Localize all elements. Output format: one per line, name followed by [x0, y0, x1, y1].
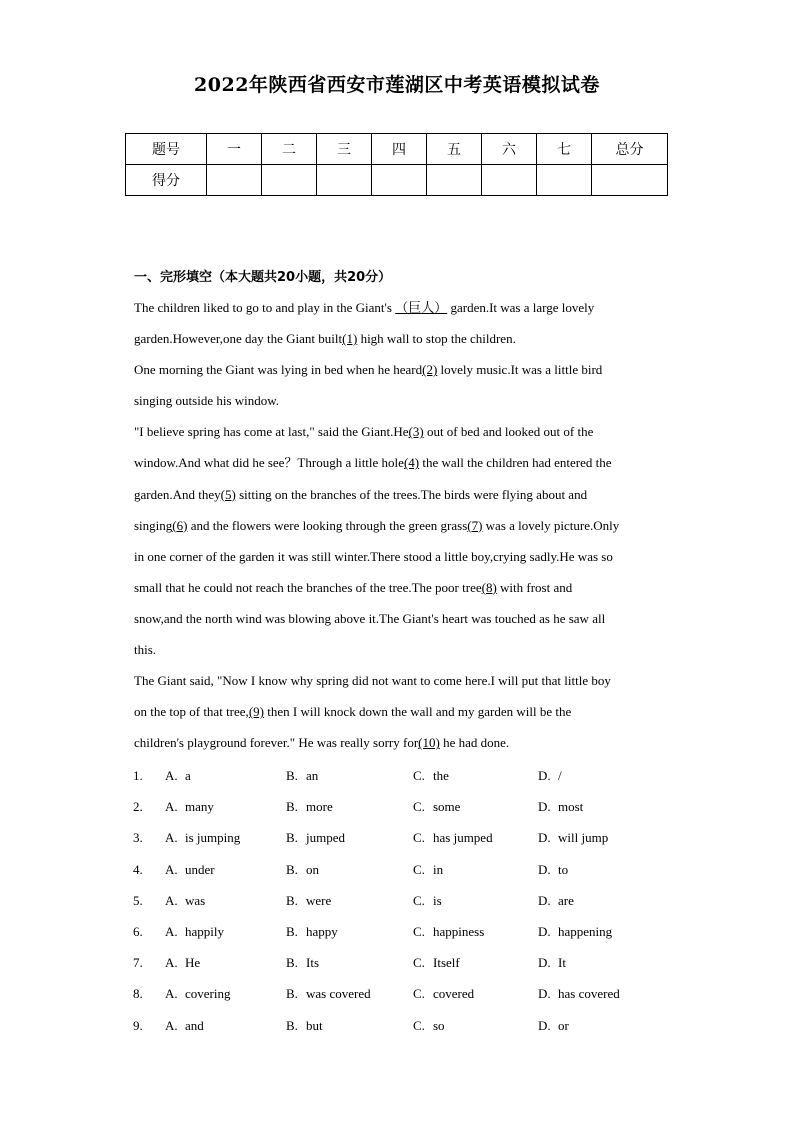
- option-d[interactable]: [538, 1010, 569, 1041]
- score-header-cell: 四: [372, 134, 427, 165]
- option-b[interactable]: [286, 791, 333, 822]
- option-letter: B.: [286, 892, 298, 908]
- option-a[interactable]: [165, 822, 240, 853]
- option-letter: B.: [286, 986, 298, 1002]
- score-entry-cell: [317, 165, 372, 196]
- passage-text: garden.It was a large lovely: [447, 300, 595, 315]
- option-text: covered: [433, 986, 475, 1002]
- question-number: 3.: [133, 830, 143, 846]
- option-c[interactable]: [413, 916, 484, 947]
- option-letter: A.: [165, 986, 178, 1002]
- option-letter: A.: [165, 799, 178, 815]
- question-number: 5.: [133, 892, 143, 908]
- option-letter: B.: [286, 923, 298, 939]
- option-text: has covered: [558, 986, 620, 1002]
- question-number: 4.: [133, 861, 143, 877]
- option-letter: C.: [413, 955, 425, 971]
- question-row: [133, 885, 693, 916]
- option-c[interactable]: [413, 947, 460, 978]
- option-a[interactable]: [165, 1010, 204, 1041]
- score-header-cell: 二: [262, 134, 317, 165]
- question-row: [133, 760, 693, 791]
- question-number: 1.: [133, 768, 143, 783]
- option-c[interactable]: [413, 760, 449, 791]
- option-text: has jumped: [433, 830, 493, 846]
- option-text: to: [558, 861, 569, 877]
- option-letter: B.: [286, 861, 298, 877]
- section-heading: 一、完形填空（本大题共20小题，共20分）: [134, 270, 392, 285]
- score-entry-cell: [427, 165, 482, 196]
- option-text: Its: [306, 955, 319, 971]
- option-b[interactable]: [286, 1010, 323, 1041]
- blank-marker: (10): [418, 735, 440, 751]
- option-text: so: [433, 1017, 445, 1033]
- option-letter: A.: [165, 768, 178, 783]
- option-letter: D.: [538, 892, 551, 908]
- question-number: 2.: [133, 799, 143, 815]
- score-header-cell: 一: [207, 134, 262, 165]
- option-b[interactable]: [286, 916, 338, 947]
- score-header-cell: 总分: [592, 134, 668, 165]
- option-text: most: [558, 799, 584, 815]
- passage-text: lovely music.It was a little bird: [437, 362, 603, 378]
- option-b[interactable]: [286, 854, 319, 885]
- question-row: [133, 978, 693, 1009]
- blank-marker: (8): [481, 579, 497, 595]
- option-c[interactable]: [413, 822, 493, 853]
- blank-marker: (3): [408, 424, 424, 440]
- option-text: on: [306, 861, 319, 877]
- option-a[interactable]: [165, 854, 215, 885]
- passage-text: he had done.: [439, 735, 510, 751]
- option-b[interactable]: [286, 760, 318, 791]
- passage-line: [134, 447, 664, 478]
- option-letter: C.: [413, 986, 425, 1002]
- option-letter: D.: [538, 1017, 551, 1033]
- blank-marker: (5): [220, 486, 236, 502]
- passage-annotation: （巨人）: [395, 300, 448, 315]
- question-row: [133, 1010, 693, 1041]
- answer-options: [133, 760, 693, 1041]
- score-table-header-row: [126, 134, 668, 165]
- passage-line: [134, 479, 664, 510]
- passage-text: singing: [134, 517, 173, 533]
- option-b[interactable]: [286, 822, 345, 853]
- option-letter: C.: [413, 923, 425, 939]
- option-d[interactable]: [538, 885, 574, 916]
- score-header-cell: 六: [482, 134, 537, 165]
- passage-text: and the flowers were looking through the green grass: [187, 517, 468, 533]
- score-header-cell: 七: [537, 134, 592, 165]
- option-letter: D.: [538, 799, 551, 815]
- passage-line: this.: [134, 642, 157, 658]
- passage-line: [134, 354, 664, 385]
- option-letter: C.: [413, 861, 425, 877]
- blank-marker: (6): [172, 517, 188, 533]
- passage-text: One morning the Giant was lying in bed when he heard: [134, 362, 423, 378]
- option-letter: D.: [538, 830, 551, 846]
- question-row: [133, 916, 693, 947]
- passage-line: [134, 292, 664, 323]
- option-c[interactable]: [413, 885, 442, 916]
- option-d[interactable]: [538, 978, 620, 1009]
- option-letter: D.: [538, 861, 551, 877]
- option-d[interactable]: [538, 854, 568, 885]
- option-text: or: [558, 1017, 569, 1033]
- passage-text: garden.And they: [134, 486, 221, 502]
- passage-text: sitting on the branches of the trees.The birds were flying about and: [235, 486, 588, 502]
- option-text: in: [433, 861, 444, 877]
- option-text: It: [558, 955, 566, 971]
- option-a[interactable]: [165, 947, 200, 978]
- option-text: and: [185, 1017, 204, 1033]
- option-text: some: [433, 799, 461, 815]
- passage-text: garden.However,one day the Giant built: [134, 331, 343, 347]
- passage-text: "I believe spring has come at last," said the Giant.He: [134, 424, 409, 440]
- passage-line: singing outside his window.: [134, 393, 280, 409]
- option-text: /: [558, 768, 562, 783]
- option-d[interactable]: [538, 916, 612, 947]
- option-letter: B.: [286, 799, 298, 815]
- option-text: but: [306, 1017, 323, 1033]
- option-text: happening: [558, 923, 613, 939]
- question-number: 6.: [133, 923, 143, 939]
- option-text: is: [433, 892, 442, 908]
- passage-text: high wall to stop the children.: [357, 331, 516, 347]
- option-letter: C.: [413, 892, 425, 908]
- score-entry-cell: [537, 165, 592, 196]
- option-text: the: [433, 768, 449, 783]
- option-letter: B.: [286, 1017, 298, 1033]
- score-entry-cell: [482, 165, 537, 196]
- blank-marker: (2): [422, 362, 438, 378]
- question-row: [133, 947, 693, 978]
- option-text: are: [558, 892, 574, 908]
- option-letter: D.: [538, 768, 551, 783]
- question-row: [133, 854, 693, 885]
- passage-text: out of bed and looked out of the: [423, 424, 594, 440]
- score-entry-cell: [262, 165, 317, 196]
- option-letter: A.: [165, 955, 178, 971]
- option-a[interactable]: [165, 916, 224, 947]
- passage-line: [134, 727, 664, 758]
- option-a[interactable]: [165, 978, 230, 1009]
- option-letter: C.: [413, 1017, 425, 1033]
- blank-marker: (7): [467, 517, 483, 533]
- question-row: [133, 822, 693, 853]
- passage-text: the wall the children had entered the: [419, 455, 612, 471]
- blank-marker: (1): [342, 331, 358, 347]
- option-text: He: [185, 955, 201, 971]
- option-text: under: [185, 861, 215, 877]
- option-a[interactable]: [165, 760, 191, 791]
- blank-marker: (9): [248, 704, 264, 720]
- option-d[interactable]: [538, 760, 562, 791]
- passage-text: window.And what did he see？Through a little hole: [134, 455, 404, 471]
- option-text: happy: [306, 923, 338, 939]
- passage-line: The Giant said, "Now I know why spring did not want to come here.I will put that little boy: [134, 673, 611, 689]
- exam-title: 2022年陕西省西安市莲湖区中考英语模拟试卷: [194, 74, 600, 96]
- option-d[interactable]: [538, 822, 608, 853]
- passage-text: with frost and: [496, 579, 573, 595]
- score-header-cell: 题号: [126, 134, 207, 165]
- option-d[interactable]: [538, 791, 583, 822]
- passage-text: was a lovely picture.Only: [482, 517, 620, 533]
- score-header-cell: 五: [427, 134, 482, 165]
- option-b[interactable]: [286, 947, 319, 978]
- passage-text: The children liked to go to and play in the Giant's: [134, 300, 396, 315]
- option-text: happiness: [433, 923, 485, 939]
- option-text: will jump: [558, 830, 609, 846]
- option-text: an: [306, 768, 319, 783]
- option-letter: A.: [165, 892, 178, 908]
- option-text: was: [185, 892, 206, 908]
- question-number: 9.: [133, 1017, 143, 1033]
- score-entry-cell: [372, 165, 427, 196]
- option-letter: A.: [165, 830, 178, 846]
- option-text: many: [185, 799, 214, 815]
- option-c[interactable]: [413, 791, 460, 822]
- question-row: [133, 791, 693, 822]
- option-letter: C.: [413, 768, 425, 783]
- option-letter: C.: [413, 830, 425, 846]
- cloze-passage: [134, 292, 664, 758]
- option-letter: D.: [538, 986, 551, 1002]
- option-text: covering: [185, 986, 231, 1002]
- option-letter: B.: [286, 830, 298, 846]
- option-b[interactable]: [286, 885, 331, 916]
- option-b[interactable]: [286, 978, 371, 1009]
- option-letter: A.: [165, 861, 178, 877]
- option-letter: D.: [538, 923, 551, 939]
- score-entry-cell: [592, 165, 668, 196]
- option-c[interactable]: [413, 1010, 445, 1041]
- score-table-score-row: [126, 165, 668, 196]
- passage-text: small that he could not reach the branches of the tree.The poor tree: [134, 579, 482, 595]
- option-text: is jumping: [185, 830, 241, 846]
- score-entry-cell: [207, 165, 262, 196]
- option-letter: A.: [165, 923, 178, 939]
- option-letter: A.: [165, 1017, 178, 1033]
- option-text: more: [306, 799, 333, 815]
- option-text: happily: [185, 923, 224, 939]
- option-letter: B.: [286, 768, 298, 783]
- option-letter: D.: [538, 955, 551, 971]
- question-number: 7.: [133, 955, 143, 971]
- score-table: [125, 133, 668, 196]
- option-text: jumped: [306, 830, 345, 846]
- option-d[interactable]: [538, 947, 566, 978]
- passage-text: then I will knock down the wall and my garden will be the: [263, 704, 572, 720]
- option-text: was covered: [306, 986, 371, 1002]
- score-header-cell: 三: [317, 134, 372, 165]
- passage-line: [134, 572, 664, 603]
- option-text: Itself: [433, 955, 460, 971]
- passage-text: children's playground forever." He was really sorry for: [134, 735, 419, 751]
- question-number: 8.: [133, 986, 143, 1002]
- option-letter: C.: [413, 799, 425, 815]
- passage-line: [134, 696, 664, 727]
- passage-line: snow,and the north wind was blowing above it.The Giant's heart was touched as he saw all: [134, 610, 606, 626]
- passage-text: on the top of that tree,: [134, 704, 249, 720]
- option-c[interactable]: [413, 978, 474, 1009]
- passage-line: [134, 323, 664, 354]
- option-text: a: [185, 768, 191, 783]
- option-c[interactable]: [413, 854, 443, 885]
- option-a[interactable]: [165, 885, 205, 916]
- passage-line: in one corner of the garden it was still winter.There stood a little boy,crying sadly.He was so: [134, 548, 613, 564]
- passage-line: [134, 416, 664, 447]
- option-letter: B.: [286, 955, 298, 971]
- score-row-label: 得分: [126, 165, 207, 196]
- blank-marker: (4): [403, 455, 420, 471]
- option-text: were: [306, 892, 332, 908]
- option-a[interactable]: [165, 791, 214, 822]
- passage-line: [134, 510, 664, 541]
